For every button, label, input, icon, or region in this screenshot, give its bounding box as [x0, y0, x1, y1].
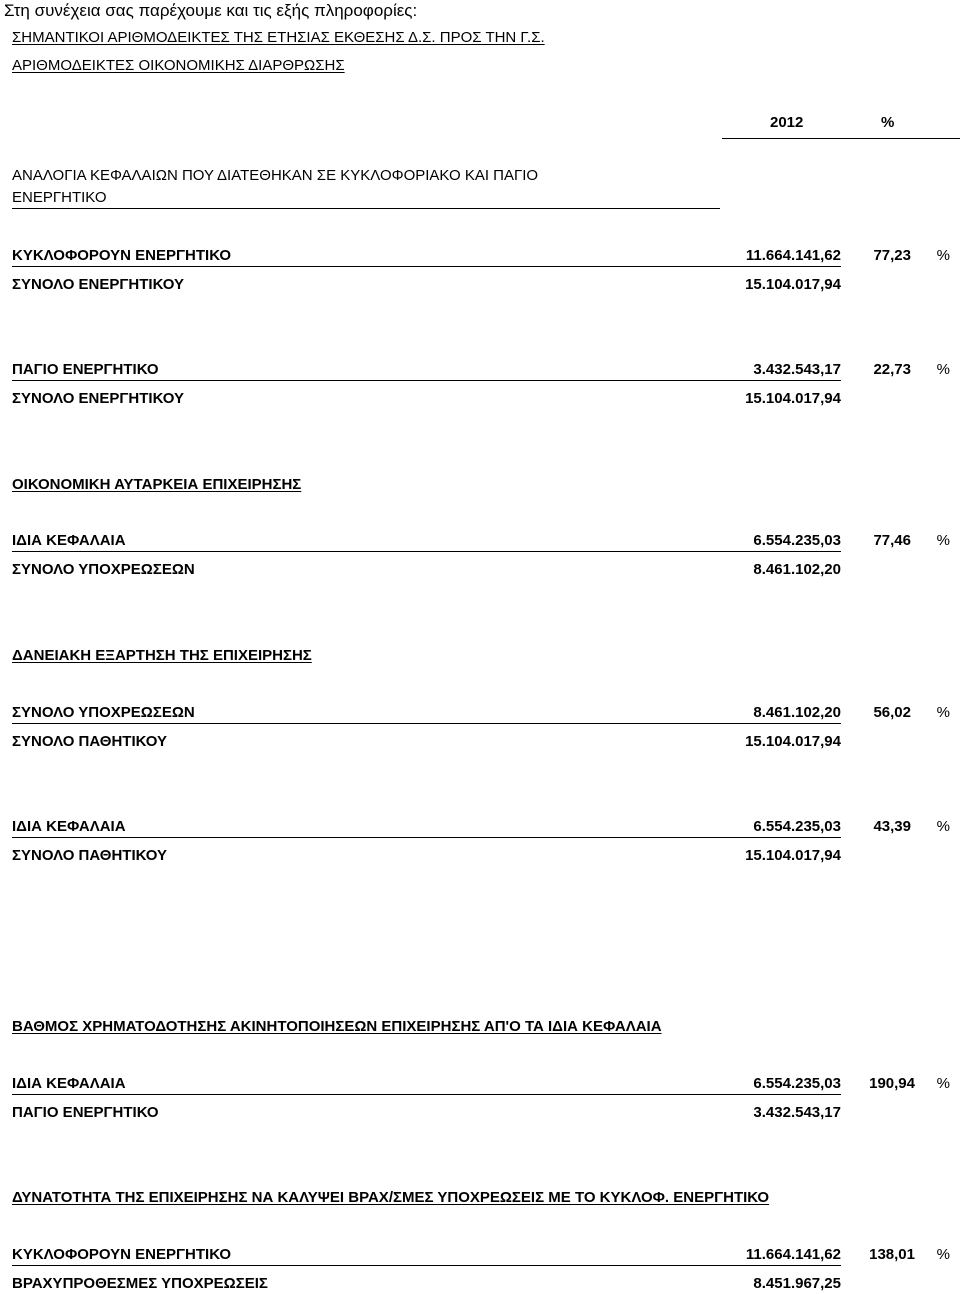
row-label: ΙΔΙΑ ΚΕΦΑΛΑΙΑ — [12, 818, 126, 835]
fraction-rule — [12, 380, 841, 381]
row-percent: 77,23 — [873, 247, 911, 264]
section-liquidity-title: ΔΥΝΑΤΟΤΗΤΑ ΤΗΣ ΕΠΙΧΕΙΡΗΣΗΣ ΝΑ ΚΑΛΥΨΕΙ ΒΡΑΧ/ΣΜΕΣ ΥΠΟΧΡΕΩΣΕΙΣ ΜΕ ΤΟ ΚΥΚΛΟΦ. ΕΝΕΡΓΗΤΙΚΟ — [12, 1189, 770, 1206]
row-label: ΣΥΝΟΛΟ ΕΝΕΡΓΗΤΙΚΟΥ — [12, 276, 184, 293]
fraction-rule — [12, 551, 841, 552]
intro-text: Στη συνέχεια σας παρέχουμε και τις εξής πληροφορίες: — [4, 1, 418, 20]
section-immobilization-title: ΒΑΘΜΟΣ ΧΡΗΜΑΤΟΔΟΤΗΣΗΣ ΑΚΙΝΗΤΟΠΟΙΗΣΕΩΝ ΕΠΙΧΕΙΡΗΣΗΣ ΑΠ'Ο ΤΑ ΙΔΙΑ ΚΕΦΑΛΑΙΑ — [12, 1018, 662, 1035]
row-label: ΚΥΚΛΟΦΟΡΟΥΝ ΕΝΕΡΓΗΤΙΚΟ — [12, 247, 232, 264]
column-header-rule — [722, 138, 960, 139]
column-percent: % — [881, 114, 895, 131]
percent-sign: % — [936, 1075, 950, 1092]
section-title-rule — [12, 208, 720, 209]
row-value: 3.432.543,17 — [753, 1104, 841, 1121]
row-percent: 77,46 — [873, 532, 911, 549]
percent-sign: % — [936, 532, 950, 549]
row-label: ΠΑΓΙΟ ΕΝΕΡΓΗΤΙΚΟ — [12, 1104, 159, 1121]
fraction-rule — [12, 837, 841, 838]
row-value: 11.664.141,62 — [745, 247, 841, 264]
fraction-rule — [12, 266, 841, 267]
row-label: ΚΥΚΛΟΦΟΡΟΥΝ ΕΝΕΡΓΗΤΙΚΟ — [12, 1246, 232, 1263]
row-label: ΣΥΝΟΛΟ ΕΝΕΡΓΗΤΙΚΟΥ — [12, 390, 184, 407]
fraction-rule — [12, 723, 841, 724]
row-percent: 56,02 — [873, 704, 911, 721]
section-capital-allocation-title: ΑΝΑΛΟΓΙΑ ΚΕΦΑΛΑΙΩΝ ΠΟΥ ΔΙΑΤΕΘΗΚΑΝ ΣΕ ΚΥΚΛΟΦΟΡΙΑΚΟ ΚΑΙ ΠΑΓΙΟ — [12, 167, 539, 184]
row-value: 6.554.235,03 — [753, 818, 841, 835]
fraction-rule — [12, 1265, 841, 1266]
row-percent: 43,39 — [873, 818, 911, 835]
column-year: 2012 — [770, 114, 804, 131]
row-label: ΙΔΙΑ ΚΕΦΑΛΑΙΑ — [12, 532, 126, 549]
row-value: 8.451.967,25 — [753, 1275, 841, 1292]
row-percent: 190,94 — [869, 1075, 915, 1092]
row-percent: 22,73 — [873, 361, 911, 378]
row-label: ΣΥΝΟΛΟ ΠΑΘΗΤΙΚΟΥ — [12, 733, 168, 750]
heading-key-ratios: ΣΗΜΑΝΤΙΚΟΙ ΑΡΙΘΜΟΔΕΙΚΤΕΣ ΤΗΣ ΕΤΗΣΙΑΣ ΕΚΘΕΣΗΣ Δ.Σ. ΠΡΟΣ ΤΗΝ Γ.Σ. — [12, 29, 545, 46]
row-value: 15.104.017,94 — [745, 390, 841, 407]
row-label: ΙΔΙΑ ΚΕΦΑΛΑΙΑ — [12, 1075, 126, 1092]
fraction-rule — [12, 1094, 841, 1095]
percent-sign: % — [936, 704, 950, 721]
percent-sign: % — [936, 818, 950, 835]
row-value: 6.554.235,03 — [753, 532, 841, 549]
row-value: 8.461.102,20 — [753, 704, 841, 721]
percent-sign: % — [936, 1246, 950, 1263]
row-value: 15.104.017,94 — [745, 847, 841, 864]
section-debt-title: ΔΑΝΕΙΑΚΗ ΕΞΑΡΤΗΣΗ ΤΗΣ ΕΠΙΧΕΙΡΗΣΗΣ — [12, 647, 312, 664]
row-label: ΒΡΑΧΥΠΡΟΘΕΣΜΕΣ ΥΠΟΧΡΕΩΣΕΙΣ — [12, 1275, 268, 1292]
percent-sign: % — [936, 361, 950, 378]
row-value: 6.554.235,03 — [753, 1075, 841, 1092]
percent-sign: % — [936, 247, 950, 264]
section-autarky-title: ΟΙΚΟΝΟΜΙΚΗ ΑΥΤΑΡΚΕΙΑ ΕΠΙΧΕΙΡΗΣΗΣ — [12, 476, 302, 493]
heading-financial-structure: ΑΡΙΘΜΟΔΕΙΚΤΕΣ ΟΙΚΟΝΟΜΙΚΗΣ ΔΙΑΡΘΡΩΣΗΣ — [12, 57, 345, 74]
row-label: ΣΥΝΟΛΟ ΥΠΟΧΡΕΩΣΕΩΝ — [12, 561, 195, 578]
row-value: 8.461.102,20 — [753, 561, 841, 578]
row-percent: 138,01 — [869, 1246, 915, 1263]
row-value: 11.664.141,62 — [745, 1246, 841, 1263]
row-label: ΠΑΓΙΟ ΕΝΕΡΓΗΤΙΚΟ — [12, 361, 159, 378]
row-label: ΣΥΝΟΛΟ ΥΠΟΧΡΕΩΣΕΩΝ — [12, 704, 195, 721]
row-value: 15.104.017,94 — [745, 733, 841, 750]
section-capital-allocation-title-cont: ΕΝΕΡΓΗΤΙΚΟ — [12, 189, 107, 206]
row-label: ΣΥΝΟΛΟ ΠΑΘΗΤΙΚΟΥ — [12, 847, 168, 864]
row-value: 3.432.543,17 — [753, 361, 841, 378]
row-value: 15.104.017,94 — [745, 276, 841, 293]
